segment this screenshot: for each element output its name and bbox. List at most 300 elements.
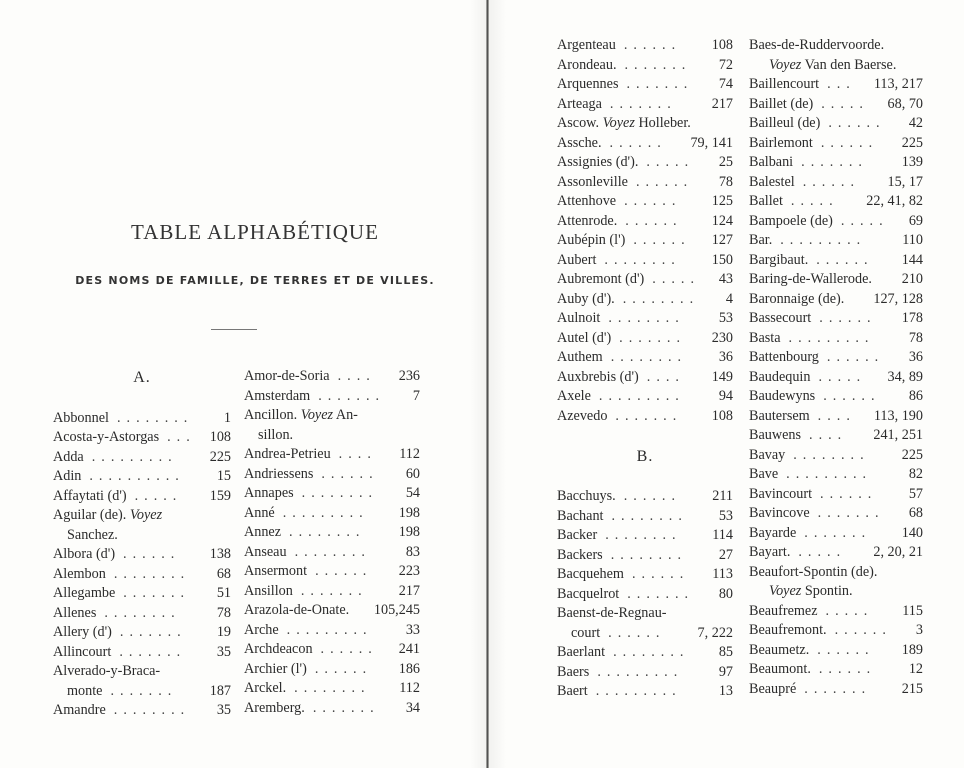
index-entry	[53, 467, 231, 487]
leader-dots: ........	[104, 604, 181, 621]
index-entry	[53, 643, 231, 663]
entry-name: Beaumont.	[749, 661, 811, 677]
leader-dots: ........	[116, 409, 194, 426]
voyez-reference: Voyez	[602, 115, 635, 131]
index-entry	[749, 660, 923, 680]
entry-page: 189	[901, 641, 923, 658]
divider-rule	[211, 329, 257, 330]
entry-page: 34, 89	[887, 368, 923, 385]
blank-row	[557, 468, 733, 488]
entry-page: 82	[908, 466, 923, 482]
entry-name: Assonleville	[557, 173, 628, 190]
index-entry	[557, 75, 733, 95]
entry-name: Arteaga	[557, 95, 602, 112]
entry-name: Bassecourt	[749, 310, 812, 326]
entry-page: 198	[398, 524, 420, 540]
index-entry	[749, 270, 923, 290]
index-entry	[53, 409, 231, 429]
leader-dots: .....	[825, 602, 874, 619]
index-entry	[53, 545, 231, 565]
entry-page: 211	[712, 488, 733, 504]
leader-dots: ......	[623, 488, 681, 504]
entry-name: Baudewyns	[749, 388, 816, 404]
index-entry	[749, 543, 923, 563]
entry-name: Baes-de-Ruddervoorde.	[749, 37, 885, 53]
leader-dots: ......	[609, 134, 667, 151]
index-entry	[557, 153, 733, 173]
entry-page: 60	[405, 465, 420, 482]
entry-page: 22, 41, 82	[866, 193, 923, 209]
blank-row	[557, 426, 733, 446]
entry-name: Arche	[244, 621, 279, 638]
leader-dots: ......	[816, 251, 874, 268]
entry-name: Auby (d').	[557, 290, 615, 307]
entry-page: 57	[908, 485, 923, 502]
index-entry	[557, 173, 733, 193]
leader-dots: ......	[828, 115, 886, 131]
index-entry	[749, 407, 923, 427]
entry-page: 127	[711, 232, 733, 248]
index-entry	[244, 660, 420, 680]
entry-page: 53	[718, 507, 733, 524]
leader-dots: ......	[823, 388, 881, 404]
leader-dots: ....	[338, 446, 377, 462]
entry-page: 115	[902, 602, 923, 619]
entry-name: Aubépin (l')	[557, 232, 626, 248]
leader-dots: ......	[321, 465, 379, 482]
entry-page: 25	[718, 154, 733, 170]
leader-dots: .........	[286, 621, 373, 638]
leader-dots: ...	[827, 76, 856, 92]
index-entry	[244, 582, 420, 602]
entry-page: 198	[398, 504, 420, 521]
leader-dots: ........	[622, 290, 700, 307]
entry-name: Auxbrebis (d')	[557, 368, 639, 385]
index-entry	[53, 487, 231, 507]
index-entry	[244, 621, 420, 641]
index-column-2	[244, 367, 420, 718]
index-entry	[244, 640, 420, 660]
index-entry	[749, 56, 923, 76]
section-heading: B.	[636, 447, 654, 465]
entry-name	[769, 582, 853, 602]
index-entry	[749, 153, 923, 173]
page-title: TABLE ALPHABÉTIQUE	[131, 220, 379, 244]
index-entry	[53, 448, 231, 468]
entry-page: 72	[718, 56, 733, 73]
index-entry	[749, 446, 923, 466]
entry-name: Ancillon. Voyez An-	[244, 407, 358, 423]
entry-page: 108	[711, 37, 733, 53]
leader-dots: .....	[821, 95, 869, 112]
leader-dots: ....	[809, 427, 848, 443]
entry-page: 139	[901, 154, 923, 170]
index-entry	[244, 543, 420, 563]
index-entry	[53, 662, 231, 682]
entry-page: 68, 70	[887, 95, 923, 112]
index-entry	[557, 565, 733, 585]
index-entry	[749, 114, 923, 134]
leader-dots: .......	[123, 585, 191, 601]
entry-page: 3	[915, 622, 923, 638]
entry-name: Baenst-de-Regnau-	[557, 605, 667, 621]
entry-name: Allincourt	[53, 643, 112, 660]
entry-page: 68	[216, 565, 231, 582]
entry-name: Allenes	[53, 604, 97, 621]
index-column-1	[53, 367, 231, 721]
index-entry	[244, 523, 420, 543]
entry-page: 159	[209, 487, 231, 504]
entry-name: Backer	[557, 527, 598, 543]
index-entry	[557, 114, 733, 134]
leader-dots: .....	[818, 368, 867, 385]
entry-name: Bacquelrot	[557, 585, 620, 602]
index-column-4	[749, 36, 923, 699]
entry-name: Assignies (d').	[557, 154, 639, 170]
index-entry	[749, 75, 923, 95]
entry-page: 217	[711, 95, 733, 112]
entry-name: Bampoele (de)	[749, 212, 833, 229]
entry-page: 86	[908, 388, 923, 404]
entry-page: 33	[405, 621, 420, 638]
entry-name: Argenteau	[557, 37, 616, 53]
index-entry	[749, 290, 923, 310]
entry-name: monte	[67, 682, 103, 699]
leader-dots: .........	[282, 504, 369, 521]
index-entry	[557, 507, 733, 527]
entry-name: Allegambe	[53, 585, 116, 601]
index-entry	[557, 134, 733, 154]
entry-page: 34	[405, 699, 420, 716]
leader-dots: .......	[627, 585, 695, 602]
entry-name: Ascow. Voyez Holleber.	[557, 115, 691, 131]
voyez-reference: Voyez	[769, 583, 802, 599]
entry-page: 36	[908, 349, 923, 365]
index-entry	[749, 348, 923, 368]
entry-page: 241	[398, 641, 420, 657]
leader-dots: .......	[609, 95, 677, 112]
entry-page: 78	[718, 173, 733, 190]
voyez-reference: Voyez	[769, 56, 802, 73]
entry-name: Beaufremez	[749, 602, 818, 619]
entry-name: Bave	[749, 466, 779, 482]
entry-name: Balestel	[749, 173, 795, 190]
entry-name: Ballet	[749, 193, 783, 209]
index-entry	[244, 445, 420, 465]
leader-dots: .........	[788, 329, 875, 346]
index-entry	[749, 504, 923, 524]
entry-name: Arquennes	[557, 76, 619, 92]
index-entry	[749, 231, 923, 251]
leader-dots: ......	[817, 641, 875, 658]
entry-name: Battenbourg	[749, 349, 819, 365]
leader-dots: ......	[314, 660, 373, 677]
index-entry	[749, 329, 923, 349]
leader-dots: ......	[608, 624, 666, 641]
entry-name: Archdeacon	[244, 641, 313, 657]
entry-name: Aguilar (de). Voyez	[53, 507, 163, 523]
entry-page: 42	[908, 115, 923, 131]
leader-dots: ......	[623, 37, 682, 53]
index-entry	[749, 680, 923, 700]
reference-target: Van den Baerse.	[804, 56, 897, 73]
entry-name: Authem	[557, 349, 603, 365]
index-entry	[557, 290, 733, 310]
entry-name: Bar.	[749, 232, 773, 248]
entry-page: 15, 17	[887, 173, 923, 190]
entry-page: 225	[901, 446, 923, 463]
index-entry	[557, 585, 733, 605]
entry-name: Baillencourt	[749, 76, 820, 92]
entry-name: Bacquehem	[557, 566, 624, 582]
index-entry	[53, 565, 231, 585]
entry-page: 217	[398, 582, 420, 599]
leader-dots: ........	[301, 485, 379, 501]
entry-name: Beaufremont.	[749, 622, 827, 638]
entry-name: Acosta-y-Astorgas	[53, 429, 160, 445]
index-entry	[557, 56, 733, 76]
leader-dots: .....	[134, 487, 183, 504]
entry-page: 36	[718, 349, 733, 365]
leader-dots: .......	[804, 680, 872, 697]
entry-page: 114	[712, 527, 733, 543]
entry-name: Baillet (de)	[749, 95, 814, 112]
leader-dots: .....	[790, 193, 839, 209]
entry-name: Aubremont (d')	[557, 271, 645, 287]
reference-target: An-	[335, 407, 358, 423]
leader-dots: .......	[624, 56, 692, 73]
entry-page: 19	[216, 624, 231, 640]
entry-name: Bauwens	[749, 427, 802, 443]
index-entry	[749, 641, 923, 661]
entry-name: Bailleul (de)	[749, 115, 821, 131]
leader-dots: ......	[802, 173, 860, 190]
leader-dots: ......	[320, 641, 378, 657]
leader-dots: ........	[605, 527, 682, 543]
entry-page: 80	[718, 585, 733, 602]
entry-page: 69	[908, 212, 923, 229]
reference-target: Spontin.	[804, 583, 853, 599]
index-entry	[557, 231, 733, 251]
entry-page: 2, 20, 21	[873, 544, 923, 560]
leader-dots: ........	[294, 543, 371, 560]
index-entry	[749, 95, 923, 115]
entry-name: Sanchez.	[67, 526, 118, 543]
entry-page: 108	[711, 407, 733, 424]
leader-dots: ......	[631, 566, 690, 582]
leader-dots: .......	[300, 582, 368, 599]
entry-name: Baerlant	[557, 644, 606, 660]
entry-page: 140	[901, 524, 923, 541]
entry-name: court	[571, 624, 601, 641]
index-entry	[749, 524, 923, 544]
leader-dots: ....	[337, 368, 376, 384]
entry-name: Beaumetz.	[749, 641, 810, 658]
entry-page: 241, 251	[873, 427, 923, 443]
leader-dots: .......	[804, 524, 872, 541]
entry-page: 127, 128	[873, 290, 923, 307]
entry-name: Amor-de-Soria	[244, 368, 330, 384]
entry-name: Arckel.	[244, 680, 287, 696]
entry-name: Bayarde	[749, 524, 797, 541]
page-subtitle: DES NOMS DE FAMILLE, DE TERRES ET DE VILLES.	[75, 274, 435, 287]
index-entry	[53, 584, 231, 604]
entry-page: 210	[901, 271, 923, 287]
leader-dots: ......	[819, 310, 877, 326]
index-entry	[53, 428, 231, 448]
leader-dots: .......	[619, 329, 686, 346]
leader-dots: .......	[110, 682, 178, 699]
leader-dots: ..........	[89, 468, 185, 484]
index-entry	[557, 682, 733, 702]
leader-dots: .........	[91, 448, 178, 465]
leader-dots: .......	[119, 624, 187, 640]
leader-dots: ......	[633, 232, 691, 248]
leader-dots: ...	[167, 429, 196, 445]
leader-dots: ......	[123, 546, 181, 562]
entry-page: 35	[216, 702, 231, 718]
entry-name: Affaytati (d')	[53, 487, 127, 504]
entry-page: 1	[223, 409, 231, 426]
leader-dots: ......	[315, 563, 373, 579]
entry-page: 149	[711, 368, 733, 385]
entry-page: 187	[209, 682, 231, 699]
entry-name: Arondeau.	[557, 56, 617, 73]
entry-page: 74	[718, 76, 733, 92]
leader-dots: .....	[646, 154, 695, 170]
entry-name: Adda	[53, 448, 84, 465]
index-entry	[749, 582, 923, 602]
leader-dots: .........	[595, 683, 682, 699]
entry-name: Bairlemont	[749, 134, 813, 151]
leader-dots: ......	[624, 193, 682, 209]
entry-name: Allery (d')	[53, 624, 112, 640]
entry-name: Assche.	[557, 134, 602, 151]
index-entry	[244, 484, 420, 504]
entry-name: Ansermont	[244, 563, 308, 579]
index-entry	[557, 251, 733, 271]
leader-dots: ........	[294, 680, 371, 696]
entry-page: 215	[901, 680, 923, 697]
entry-page: 79, 141	[690, 134, 733, 151]
entry-page: 54	[405, 485, 420, 501]
index-entry	[557, 487, 733, 507]
entry-name: Andriessens	[244, 465, 314, 482]
entry-page: 225	[209, 448, 231, 465]
entry-name: Bayart.	[749, 544, 791, 560]
entry-page: 113, 190	[873, 407, 923, 424]
entry-page: 138	[209, 546, 231, 562]
entry-name: Backers	[557, 546, 603, 563]
leader-dots: ........	[608, 310, 685, 326]
entry-name: Annez	[244, 524, 282, 540]
entry-name: Azevedo	[557, 407, 608, 424]
leader-dots: .......	[318, 387, 386, 404]
index-entry	[749, 36, 923, 56]
index-entry	[557, 329, 733, 349]
index-entry	[53, 682, 231, 702]
entry-name: Autel (d')	[557, 329, 612, 346]
leader-dots: .......	[312, 699, 380, 716]
voyez-reference: Voyez	[129, 507, 163, 523]
index-entry	[53, 526, 231, 546]
index-entry	[557, 95, 733, 115]
entry-page: 78	[216, 604, 231, 621]
leader-dots: ......	[635, 173, 694, 190]
entry-name: Bautersem	[749, 407, 810, 424]
entry-name: Amsterdam	[244, 387, 311, 404]
index-entry	[557, 407, 733, 427]
entry-name: Arazola-de-Onate.	[244, 602, 350, 618]
leader-dots: ......	[625, 212, 683, 229]
entry-name: Beaupré	[749, 680, 797, 697]
index-entry	[557, 526, 733, 546]
entry-name: Bachant	[557, 507, 604, 524]
index-entry	[749, 602, 923, 622]
index-entry	[53, 604, 231, 624]
entry-name: Ansillon	[244, 582, 293, 599]
entry-page: 7, 222	[697, 624, 733, 641]
leader-dots: .......	[119, 643, 187, 660]
leader-dots: .......	[817, 505, 885, 521]
index-entry	[749, 485, 923, 505]
entry-name: Amandre	[53, 702, 106, 718]
entry-page: 27	[718, 546, 733, 563]
entry-name: Abbonnel	[53, 409, 109, 426]
entry-name: Balbani	[749, 154, 794, 170]
index-entry	[557, 643, 733, 663]
leader-dots: .....	[840, 212, 889, 229]
index-entry	[749, 465, 923, 485]
leader-dots: .....	[798, 544, 847, 560]
entry-name: Alverado-y-Braca-	[53, 663, 161, 679]
entry-name: Aulnoit	[557, 310, 601, 326]
entry-name: Aubert	[557, 251, 597, 268]
index-entry	[557, 604, 733, 624]
entry-page: 125	[711, 193, 733, 209]
index-entry	[244, 465, 420, 485]
index-entry	[557, 212, 733, 232]
index-entry	[557, 270, 733, 290]
index-entry	[244, 426, 420, 446]
entry-page: 236	[398, 368, 420, 384]
leader-dots: .....	[652, 271, 700, 287]
book-spine	[486, 0, 489, 768]
index-entry	[244, 504, 420, 524]
entry-page: 186	[398, 660, 420, 677]
entry-name: Baers	[557, 663, 590, 680]
leader-dots: ........	[793, 446, 870, 463]
entry-page: 108	[209, 429, 231, 445]
entry-name: Aremberg.	[244, 699, 305, 716]
entry-name: Bavincove	[749, 505, 810, 521]
index-entry	[749, 309, 923, 329]
leader-dots: ......	[834, 622, 892, 638]
index-entry	[53, 506, 231, 526]
index-entry	[749, 368, 923, 388]
leader-dots: ........	[604, 251, 681, 268]
index-entry	[557, 348, 733, 368]
entry-page: 150	[711, 251, 733, 268]
entry-name: Axele	[557, 388, 591, 404]
entry-name: Albora (d')	[53, 546, 116, 562]
entry-name: Bavay	[749, 446, 786, 463]
entry-name: Basta	[749, 329, 781, 346]
leader-dots: ........	[611, 507, 688, 524]
index-entry	[244, 679, 420, 699]
leader-dots: .......	[801, 154, 868, 170]
leader-dots: ........	[289, 524, 366, 540]
